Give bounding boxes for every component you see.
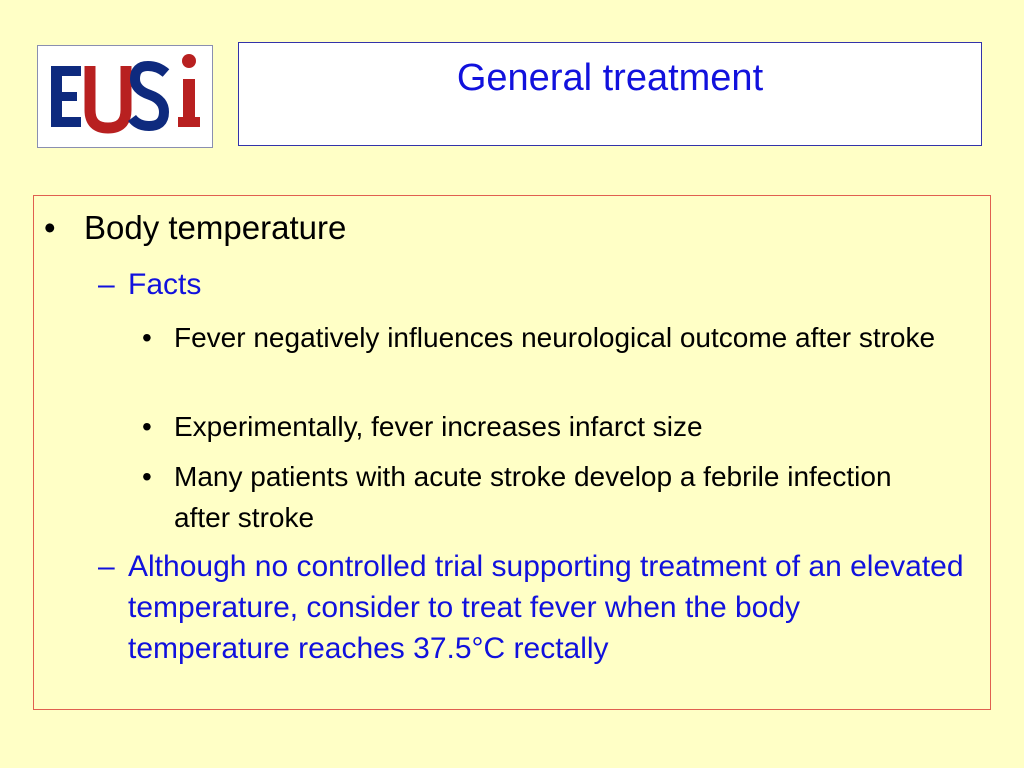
recommendation-text: Although no controlled trial supporting treatment of an elevated temperature, consider to treat fever when the body temperature reaches 37.5°C rectally <box>128 550 964 665</box>
title-box <box>238 42 982 146</box>
content-box <box>33 195 991 710</box>
fact-item <box>142 456 942 538</box>
fact-text: Fever negatively influences neurological outcome after stroke <box>174 322 936 353</box>
heading-text: Body temperature <box>84 209 347 246</box>
fact-text: Experimentally, fever increases infarct size <box>174 411 703 442</box>
fact-text: Many patients with acute stroke develop a febrile infection after stroke <box>174 461 892 533</box>
dash-marker: – <box>98 268 115 301</box>
facts-label: Facts <box>128 268 202 301</box>
bullet-marker: • <box>142 461 152 492</box>
dash-marker: – <box>98 550 115 583</box>
bullet-marker: • <box>142 411 152 442</box>
fact-item <box>142 317 942 358</box>
bullet-marker: • <box>44 209 56 246</box>
subbullet-recommendation <box>98 546 968 669</box>
slide-title: General treatment <box>456 57 764 99</box>
bullet-marker: • <box>142 322 152 353</box>
eusi-logo <box>37 45 213 148</box>
fact-item <box>142 406 942 447</box>
subbullet-facts <box>98 264 968 305</box>
eusi-logo-graphic <box>38 46 212 147</box>
